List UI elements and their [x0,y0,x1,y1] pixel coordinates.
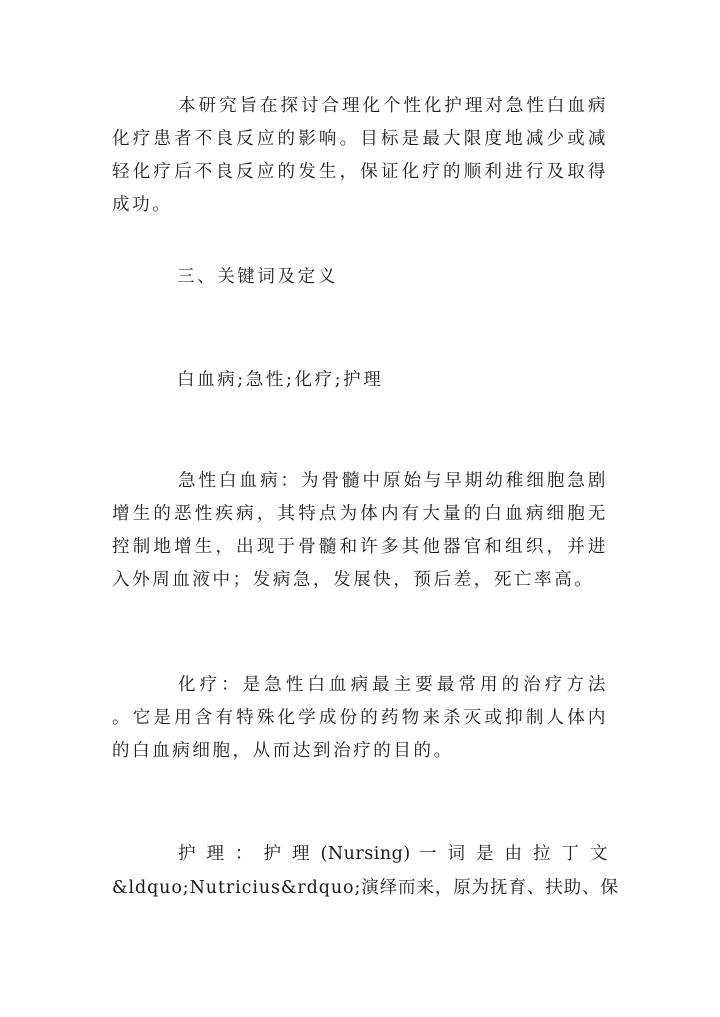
definition-chemotherapy: 化疗：是急性白血病最主要最常用的治疗方法 。它是用含有特殊化学成份的药物来杀灭或抑制人体内的白血病细胞，从而达到治疗的目的。 [112,675,608,761]
definition-nursing-line-1: 护 理 ： 护 理 (Nursing) 一 词 是 由 拉 丁 文 [178,844,608,864]
definition-acute-leukemia: 急性白血病：为骨髓中原始与早期幼稚细胞急剧增生的恶性疾病，其特点为体内有大量的白血病细胞无控制地增生，出现于骨髓和许多其他器官和组织，并进入外周血液中；发病急，发展快，预后差，死亡率高。 [112,471,608,590]
section-heading-keywords-definitions: 三、关键词及定义 [177,267,338,287]
keywords-list: 白血病;急性;化疗;护理 [177,370,384,390]
definition-nursing-line-2: &ldquo;Nutricius&rdquo;演绎而来，原为抚育、扶助、保 [112,878,619,898]
paragraph-research-objective: 本研究旨在探讨合理化个性化护理对急性白血病化疗患者不良反应的影响。目标是最大限度地减少或减轻化疗后不良反应的发生，保证化疗的顺利进行及取得成功。 [112,96,608,215]
